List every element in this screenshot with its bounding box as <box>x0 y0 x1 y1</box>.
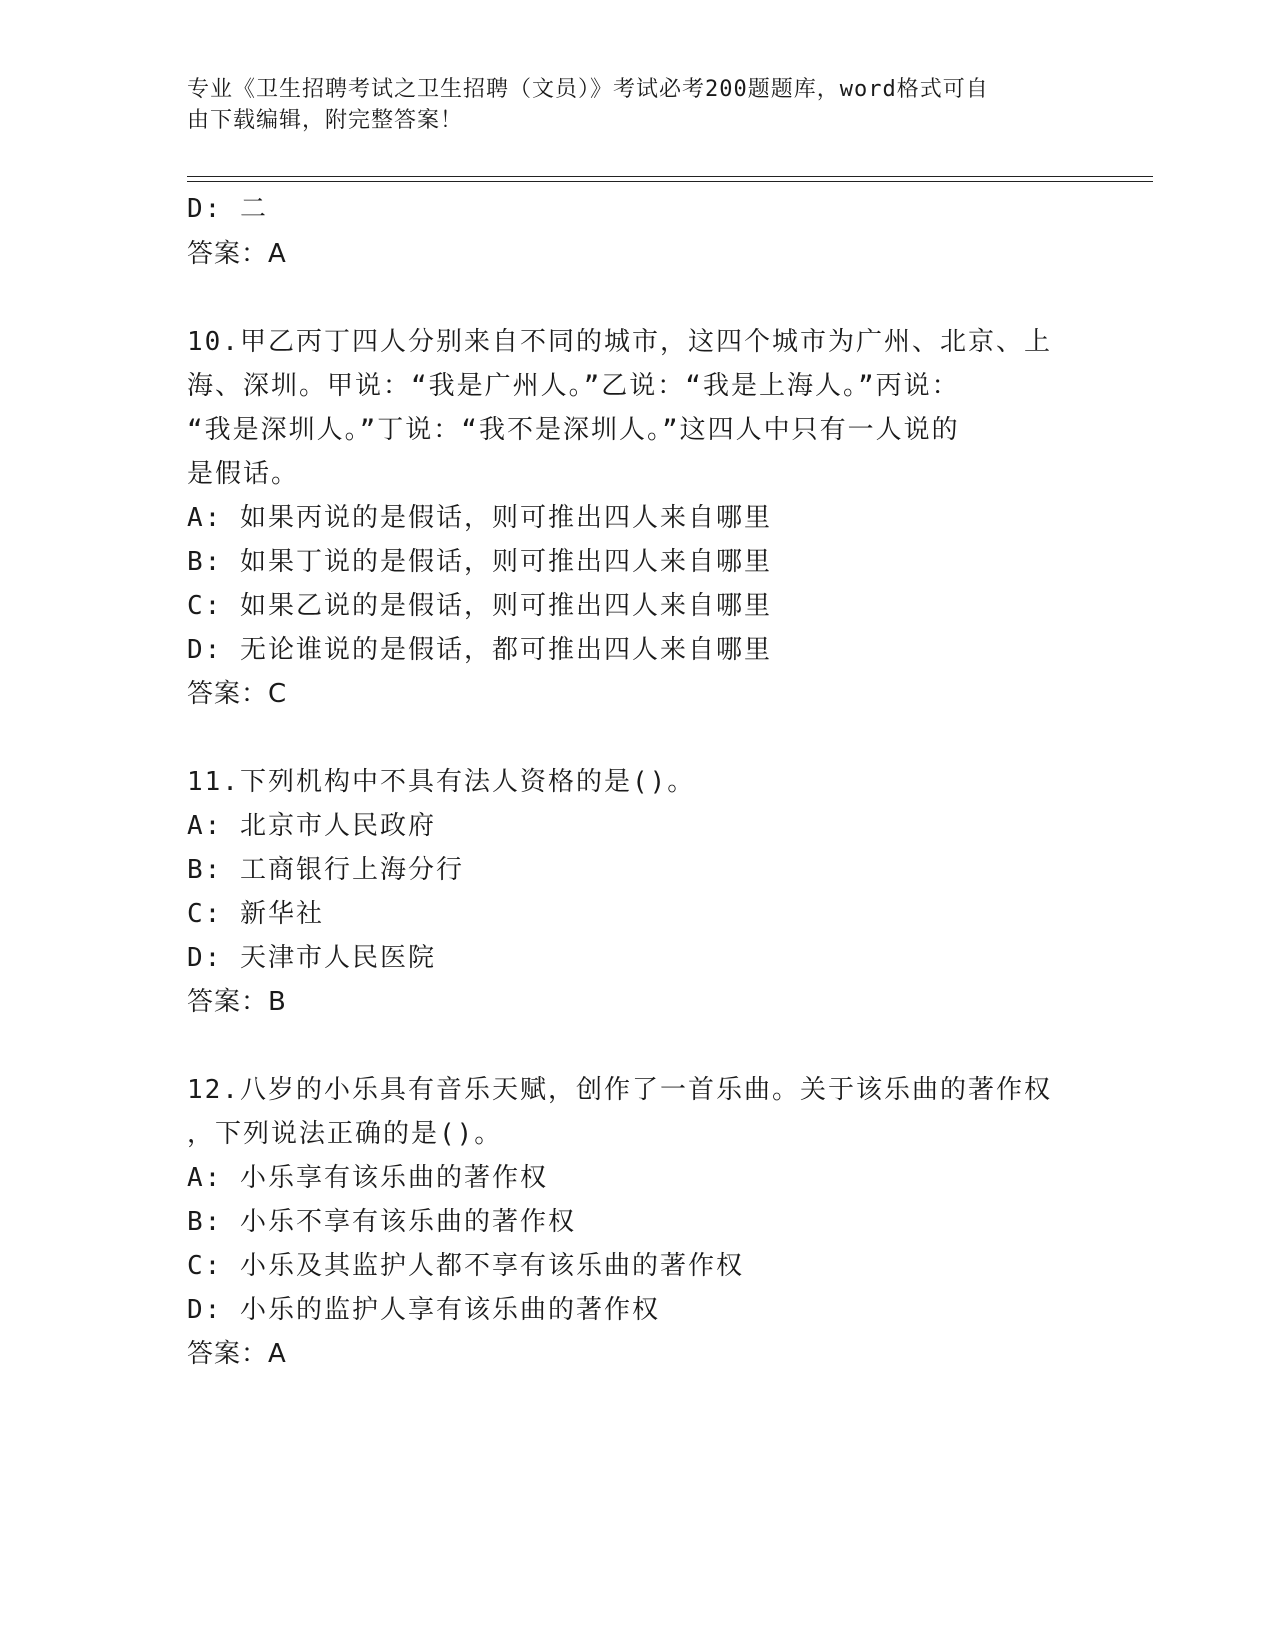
header-line-2: 由下载编辑，附完整答案！ <box>187 108 464 133</box>
q11-answer: 答案：B <box>187 987 287 1017</box>
q10-stem-line-2: 海、深圳。甲说：“我是广州人。”乙说：“我是上海人。”丙说： <box>187 371 960 401</box>
q11-option-d: D: 天津市人民医院 <box>187 943 436 973</box>
q12-option-a: A: 小乐享有该乐曲的著作权 <box>187 1163 548 1193</box>
q12-stem-line-2: ，下列说法正确的是()。 <box>187 1119 503 1149</box>
q11-option-a: A: 北京市人民政府 <box>187 811 436 841</box>
q10-option-d: D: 无论谁说的是假话，都可推出四人来自哪里 <box>187 635 772 665</box>
header-divider-top <box>187 176 1153 177</box>
q11-option-b: B: 工商银行上海分行 <box>187 855 464 885</box>
prev-option-d: D: 二 <box>187 194 268 224</box>
q11-stem-line-1: 11.下列机构中不具有法人资格的是()。 <box>187 767 696 797</box>
q10-stem-line-1: 10.甲乙丙丁四人分别来自不同的城市，这四个城市为广州、北京、上 <box>187 327 1052 357</box>
q12-option-b: B: 小乐不享有该乐曲的著作权 <box>187 1207 576 1237</box>
q10-stem-line-3: “我是深圳人。”丁说：“我不是深圳人。”这四人中只有一人说的 <box>187 415 960 445</box>
q12-stem-line-1: 12.八岁的小乐具有音乐天赋，创作了一首乐曲。关于该乐曲的著作权 <box>187 1075 1052 1105</box>
q12-option-d: D: 小乐的监护人享有该乐曲的著作权 <box>187 1295 660 1325</box>
prev-answer: 答案：A <box>187 239 287 269</box>
q10-option-b: B: 如果丁说的是假话，则可推出四人来自哪里 <box>187 547 772 577</box>
q10-option-c: C: 如果乙说的是假话，则可推出四人来自哪里 <box>187 591 772 621</box>
document-header <box>187 74 1087 136</box>
q10-stem-line-4: 是假话。 <box>187 459 300 489</box>
q12-option-c: C: 小乐及其监护人都不享有该乐曲的著作权 <box>187 1251 744 1281</box>
header-line-1: 专业《卫生招聘考试之卫生招聘（文员）》考试必考200题题库，word格式可自 <box>187 77 989 102</box>
q11-option-c: C: 新华社 <box>187 899 324 929</box>
q10-option-a: A: 如果丙说的是假话，则可推出四人来自哪里 <box>187 503 772 533</box>
q12-answer: 答案：A <box>187 1339 287 1369</box>
q10-answer: 答案：C <box>187 679 288 709</box>
header-divider-bottom <box>187 181 1153 182</box>
